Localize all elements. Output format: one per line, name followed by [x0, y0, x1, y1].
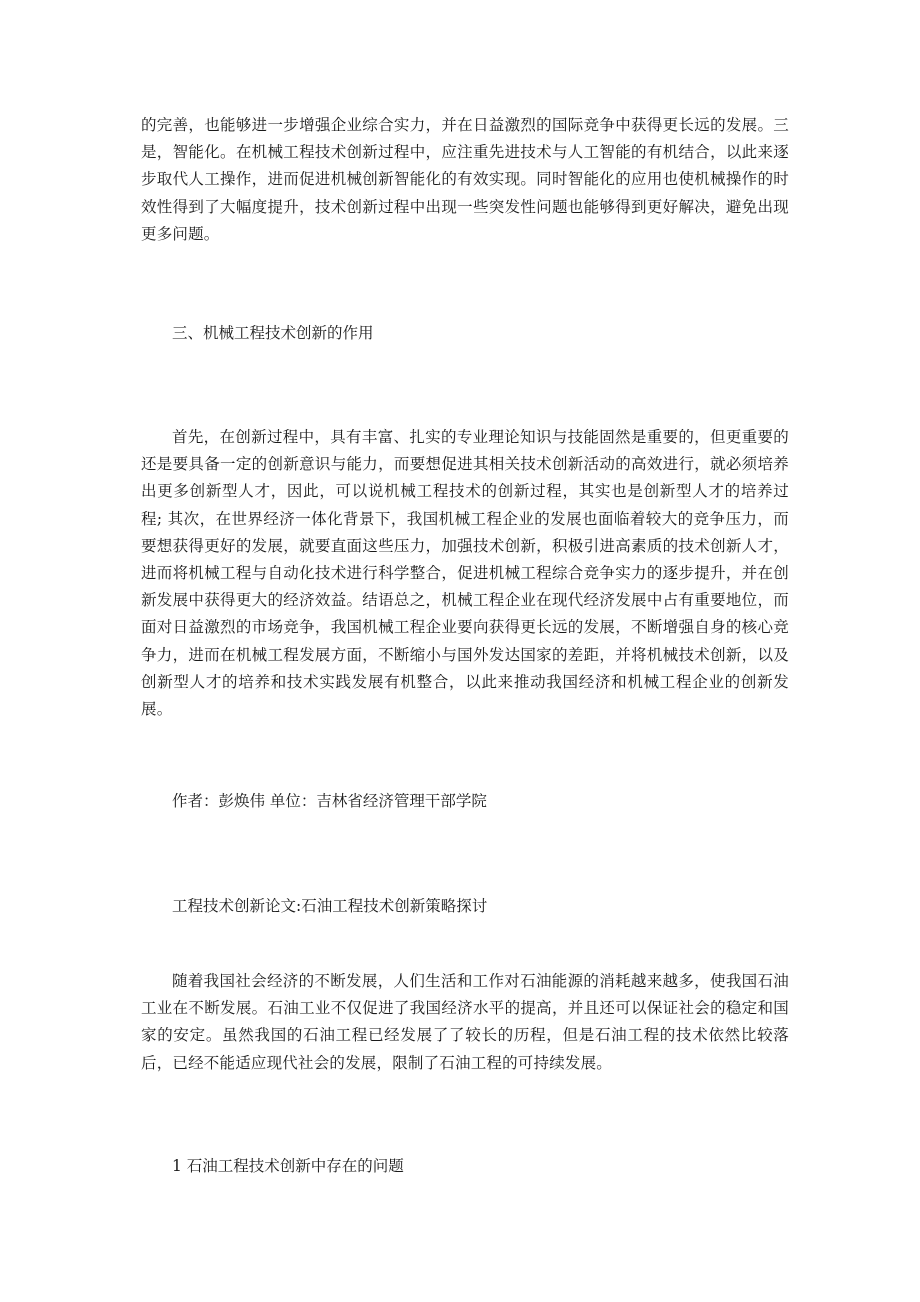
continuation-paragraph: 的完善，也能够进一步增强企业综合实力，并在日益激烈的国际竞争中获得更长远的发展。三是，智能化。在机械工程技术创新过程中，应注重先进技术与人工智能的有机结合，以此来逐步取代人工操作，进而促进机械创新智能化的有效实现。同时智能化的应用也使机械操作的时效性得到了大幅度提升，技术创新过程中出现一些突发性问题也能够得到更好解决，避免出现更多问题。: [141, 116, 789, 243]
intro-paragraph: 随着我国社会经济的不断发展，人们生活和工作对石油能源的消耗越来越多，使我国石油工业在不断发展。石油工业不仅促进了我国经济水平的提高，并且还可以保证社会的稳定和国家的安定。虽然我国的石油工程已经发展了了较长的历程，但是石油工程的技术依然比较落后，已经不能适应现代社会的发展，限制了石油工程的可持续发展。: [141, 972, 789, 1072]
section-three-paragraph: 首先，在创新过程中，具有丰富、扎实的专业理论知识与技能固然是重要的，但更重要的还是要具备一定的创新意识与能力，而要想促进其相关技术创新活动的高效进行，就必须培养出更多创新型人才，因此，可以说机械工程技术的创新过程，其实也是创新型人才的培养过程; 其次，在世界经济一体化背景下，我国机械工程企业的发展也面临着较大的竞争压力，而要想获得更好的发展，就要直面这些压力，加强技术创新，积极引进高素质的技术创新人才，进而将机械工程与自动化技术进行科学整合，促进机械工程综合竞争实力的逐步提升，并在创新发展中获得更大的经济效益。结语总之，机械工程企业在现代经济发展中占有重要地位，而面对日益激烈的市场竞争，我国机械工程企业要向获得更长远的发展，不断增强自身的核心竞争力，进而在机械工程发展方面，不断缩小与国外发达国家的差距，并将机械技术创新，以及创新型人才的培养和技术实践发展有机整合，以此来推动我国经济和机械工程企业的创新发展。: [141, 428, 789, 719]
section-three-heading: 三、机械工程技术创新的作用: [172, 324, 374, 342]
author-line: 作者：彭焕伟 单位：吉林省经济管理干部学院: [172, 792, 487, 810]
section-one-heading: 1 石油工程技术创新中存在的问题: [172, 1157, 404, 1175]
paper-title: 工程技术创新论文:石油工程技术创新策略探讨: [172, 897, 488, 915]
